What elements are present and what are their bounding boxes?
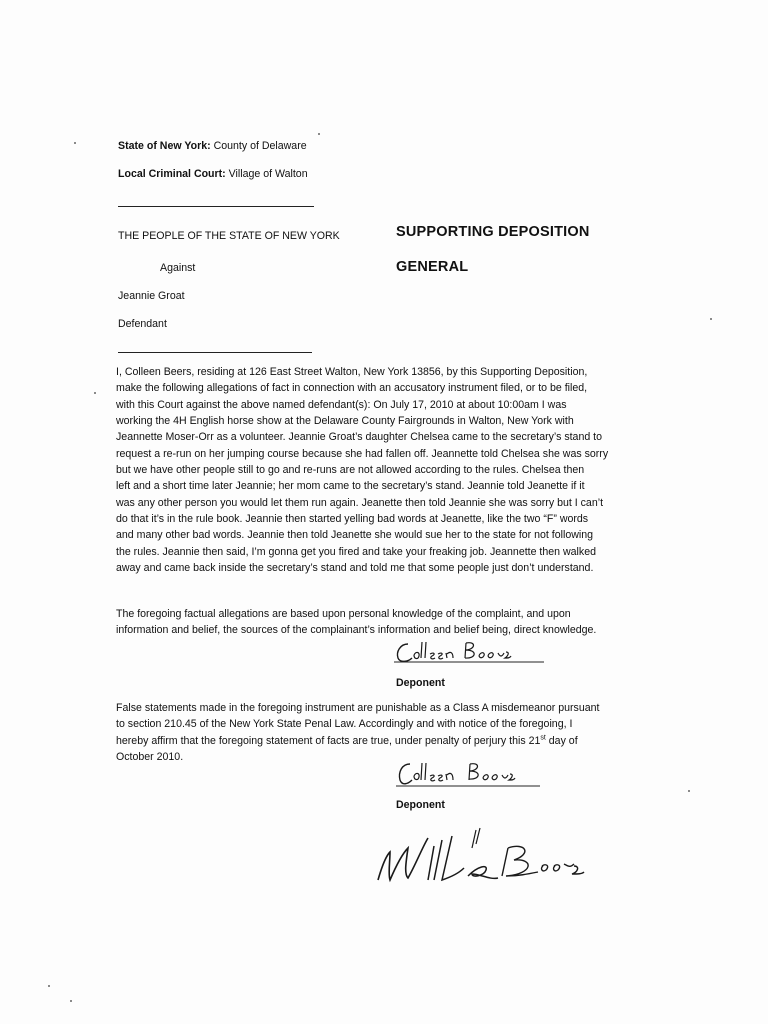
ordinal-suffix: st <box>540 734 546 742</box>
defendant-label: Defendant <box>118 318 167 330</box>
statement-line: but we have other people still to go and re-runs are not allowed according to the rules. Chelsea then <box>116 464 585 477</box>
state-label: State of New York: <box>118 140 211 152</box>
statement-line: and many other bad words. Jeannie then told Jeanette she would sue her to the state for not following <box>116 529 594 542</box>
scan-speck <box>710 318 712 320</box>
statement-paragraph <box>116 364 638 576</box>
state-line <box>118 139 307 153</box>
statement-line: was any other person you would let them run again. Jeanette then told Jeannie she was sorry but I can’t <box>116 496 604 509</box>
deponent-label-1: Deponent <box>396 677 445 689</box>
penalty-line: False statements made in the foregoing instrument are punishable as a Class A misdemeanor pursuant <box>116 702 600 714</box>
deponent-label-2: Deponent <box>396 799 445 811</box>
statement-line: Jeannette Moser-Orr as a volunteer. Jeannie Groat’s daughter Chelsea came to the secretary’s stand to <box>116 431 603 444</box>
penalty-line <box>116 733 638 749</box>
penalty-line: to section 210.45 of the New York State Penal Law. Accordingly and with notice of the foregoing, I <box>116 718 573 731</box>
penalty-line-text-end: day of <box>545 734 578 747</box>
scan-speck <box>48 985 50 987</box>
foregoing-line: The foregoing factual allegations are based upon personal knowledge of the complaint, and upon <box>116 608 571 620</box>
court-value: Village of Walton <box>228 168 308 180</box>
against-label: Against <box>160 262 196 274</box>
foregoing-paragraph <box>116 606 638 639</box>
statement-line: away and came back inside the secretary’s stand and told me that some people just don’t understand. <box>116 562 594 575</box>
scan-speck <box>74 142 76 144</box>
statement-line: left and a short time later Jeannie; her mom came to the secretary’s stand. Jeannie told Jeanette if it <box>116 480 585 493</box>
foregoing-line: information and belief, the sources of the complainant’s information and belief being, direct knowledge. <box>116 624 597 637</box>
statement-line: I, Colleen Beers, residing at 126 East Street Walton, New York 13856, by this Supporting Deposition, <box>116 366 588 378</box>
court-line <box>118 167 308 181</box>
statement-line: do that it’s in the rule book. Jeannie then started yelling bad words at Jeanette, like the two “F” words <box>116 513 589 526</box>
penalty-line-text: hereby affirm that the foregoing statement of facts are true, under penalty of perjury this 21 <box>116 734 541 747</box>
statement-line: request a re-run on her jumping course because she had fallen off. Jeannette told Chelsea she was sorry <box>116 447 609 460</box>
scan-speck <box>688 790 690 792</box>
deponent-signature-1 <box>394 638 544 666</box>
scan-speck <box>318 133 320 135</box>
statement-line: the rules. Jeannie then said, I’m gonna get you fired and take your freaking job. Jeannette then walked <box>116 545 596 558</box>
state-value: County of Delaware <box>213 140 307 152</box>
penalty-paragraph <box>116 700 638 765</box>
document-subtitle: GENERAL <box>396 259 469 275</box>
caption-rule-top <box>118 206 314 207</box>
statement-line: make the following allegations of fact in connection with an accusatory instrument filed, or to be filed, <box>116 382 588 395</box>
statement-line: with this Court against the above named defendant(s): On July 17, 2010 at about 10:00am I was <box>116 398 567 411</box>
statement-line: working the 4H English horse show at the Delaware County Fairgrounds in Walton, New York with <box>116 415 574 428</box>
document-title: SUPPORTING DEPOSITION <box>396 224 590 240</box>
witness-signature <box>368 818 598 894</box>
deponent-signature-2 <box>396 760 540 790</box>
people-line: THE PEOPLE OF THE STATE OF NEW YORK <box>118 230 340 242</box>
caption-rule-bottom <box>118 352 312 353</box>
scan-speck <box>70 1000 72 1002</box>
court-label: Local Criminal Court: <box>118 168 226 180</box>
defendant-name: Jeannie Groat <box>118 290 185 302</box>
penalty-line: October 2010. <box>116 751 184 764</box>
scan-speck <box>94 392 96 394</box>
